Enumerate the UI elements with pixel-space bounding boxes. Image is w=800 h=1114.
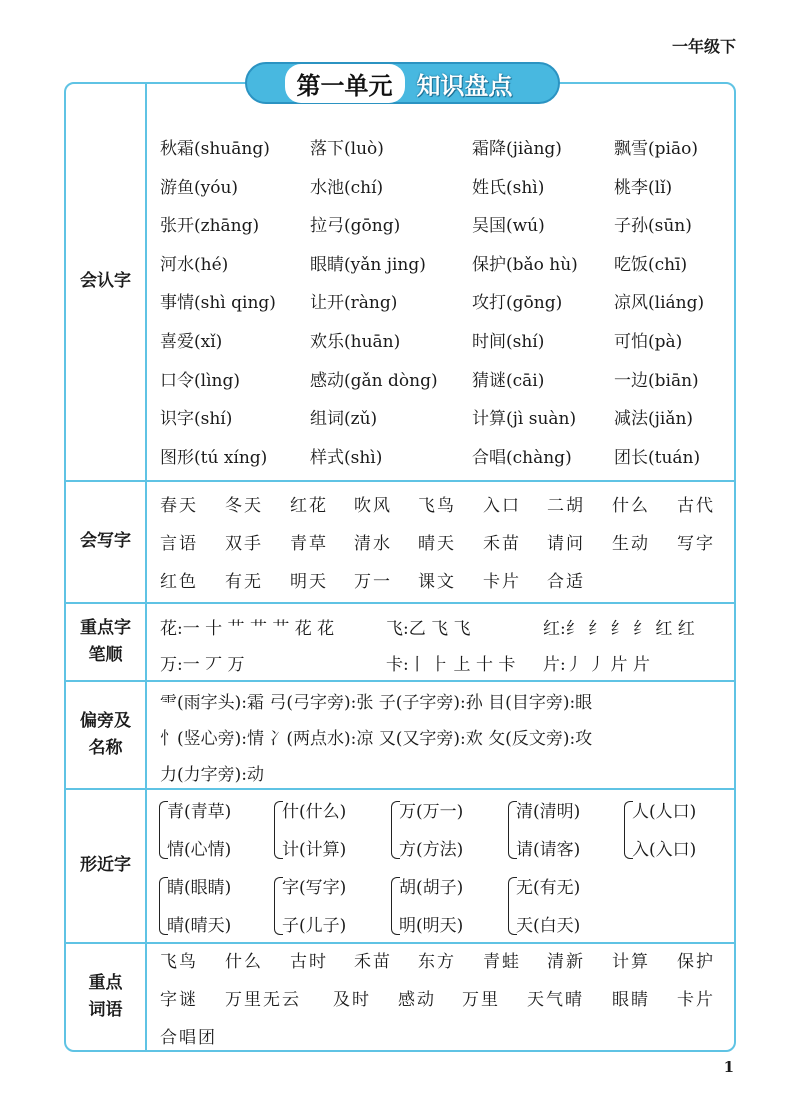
- recognize-item: 团长(tuán): [614, 447, 701, 468]
- radical-line: 忄(竖心旁):情 冫(两点水):凉 又(又字旁):欢 攵(反文旁):攻: [160, 729, 593, 749]
- key-word: 万里: [462, 990, 500, 1010]
- label-similar: 形近字: [80, 855, 131, 876]
- recognize-item: 减法(jiǎn): [614, 409, 694, 430]
- key-word: 万里无云: [225, 990, 301, 1010]
- unit-title-banner: [245, 62, 560, 104]
- recognize-item: 眼睛(yǎn jing): [310, 254, 426, 275]
- write-word: 卡片: [483, 572, 521, 592]
- key-word: 东方: [418, 952, 456, 972]
- radical-line: ⻗(雨字头):霜 弓(弓字旁):张 子(子字旁):孙 目(目字旁):眼: [160, 693, 593, 713]
- write-word: 请问: [547, 534, 585, 554]
- recognize-item: 计算(jì suàn): [472, 409, 577, 430]
- recognize-item: 姓氏(shì): [472, 177, 545, 198]
- recognize-item: 口令(lìng): [160, 370, 240, 391]
- label-key-words: 重点词语: [88, 972, 123, 1020]
- recognize-item: 秋霜(shuāng): [160, 139, 270, 159]
- write-word: 什么: [612, 496, 650, 516]
- write-word: 课文: [418, 572, 456, 592]
- key-word: 眼睛: [612, 990, 650, 1010]
- write-word: 清水: [354, 534, 392, 554]
- recognize-item: 可怕(pà): [614, 332, 683, 352]
- stroke-item: 卡:丨 ⺊ 上 十 卡: [386, 655, 516, 675]
- recognize-item: 事情(shì qing): [160, 293, 276, 314]
- write-word: 春天: [160, 496, 198, 516]
- recognize-item: 一边(biān): [614, 370, 699, 391]
- similar-char: 青(青草): [167, 802, 232, 822]
- write-word: 青草: [290, 534, 328, 554]
- recognize-item: 欢乐(huān): [310, 332, 401, 352]
- recognize-item: 霜降(jiàng): [472, 139, 562, 159]
- write-word: 万一: [354, 572, 392, 592]
- radical-line: 力(力字旁):动: [160, 765, 264, 785]
- stroke-item: 飞:乙 飞 飞: [386, 619, 471, 639]
- write-word: 写字: [677, 534, 715, 554]
- stroke-item: 红:纟 纟 纟 纟 红 红: [543, 619, 695, 639]
- row-divider: [64, 942, 736, 944]
- write-word: 红色: [160, 572, 198, 592]
- recognize-item: 子孙(sūn): [614, 216, 692, 237]
- write-word: 禾苗: [483, 534, 521, 554]
- row-divider: [64, 602, 736, 604]
- write-word: 红花: [290, 496, 328, 516]
- similar-char: 无(有无): [516, 878, 581, 898]
- label-radicals: 偏旁及名称: [80, 710, 131, 758]
- similar-char: 子(儿子): [282, 916, 347, 936]
- write-word: 冬天: [225, 496, 263, 516]
- recognize-item: 喜爱(xǐ): [160, 332, 223, 352]
- similar-char: 胡(胡子): [399, 878, 464, 898]
- row-divider: [64, 788, 736, 790]
- column-divider: [145, 82, 147, 1052]
- key-word: 及时: [333, 990, 371, 1010]
- similar-char: 天(白天): [516, 916, 581, 936]
- recognize-item: 图形(tú xíng): [160, 447, 268, 468]
- similar-char: 计(计算): [282, 840, 347, 860]
- recognize-item: 识字(shí): [160, 409, 233, 430]
- key-word: 天气晴: [527, 990, 584, 1010]
- key-word: 青蛙: [483, 952, 521, 972]
- stroke-item: 花:一 十 艹 艹 艹 花 花: [160, 619, 335, 639]
- write-word: 双手: [225, 534, 263, 554]
- recognize-item: 拉弓(gōng): [310, 216, 401, 237]
- similar-char: 入(入口): [632, 840, 697, 860]
- similar-char: 明(明天): [399, 916, 464, 936]
- recognize-item: 组词(zǔ): [310, 409, 378, 430]
- recognize-item: 合唱(chàng): [472, 447, 572, 468]
- key-word: 计算: [612, 952, 650, 972]
- recognize-item: 攻打(gōng): [472, 293, 563, 314]
- recognize-item: 水池(chí): [310, 177, 384, 198]
- recognize-item: 吴国(wú): [472, 216, 545, 237]
- row-divider: [64, 480, 736, 482]
- similar-char: 字(写字): [282, 878, 347, 898]
- key-word: 合唱团: [160, 1028, 217, 1048]
- key-word: 古时: [290, 952, 328, 972]
- write-word: 明天: [290, 572, 328, 592]
- similar-char: 方(方法): [399, 840, 464, 860]
- write-word: 生动: [612, 534, 650, 554]
- key-word: 感动: [398, 990, 436, 1010]
- label-recognize: 会认字: [80, 271, 131, 292]
- section-title: 知识盘点: [416, 71, 513, 100]
- recognize-item: 桃李(lǐ): [614, 177, 673, 198]
- recognize-item: 保护(bǎo hù): [472, 254, 578, 275]
- write-word: 吹风: [354, 496, 392, 516]
- similar-char: 清(清明): [516, 802, 581, 822]
- recognize-item: 让开(ràng): [310, 293, 398, 314]
- label-write: 会写字: [80, 531, 131, 552]
- label-stroke-order: 重点字笔顺: [80, 617, 131, 665]
- write-word: 合适: [547, 572, 585, 592]
- key-word: 什么: [225, 952, 263, 972]
- recognize-item: 样式(shì): [310, 447, 383, 468]
- write-word: 有无: [225, 572, 263, 592]
- write-word: 飞鸟: [418, 496, 456, 516]
- key-word: 禾苗: [354, 952, 392, 972]
- key-word: 飞鸟: [160, 952, 198, 972]
- recognize-item: 吃饭(chī): [614, 254, 688, 275]
- recognize-item: 飘雪(piāo): [614, 139, 698, 159]
- recognize-item: 落下(luò): [310, 139, 384, 159]
- write-word: 入口: [483, 496, 521, 516]
- recognize-item: 河水(hé): [160, 254, 229, 275]
- stroke-item: 万:一 丆 万: [160, 655, 245, 675]
- row-divider: [64, 680, 736, 682]
- key-word: 字谜: [160, 990, 198, 1010]
- write-word: 言语: [160, 534, 198, 554]
- grade-label: 一年级下: [671, 37, 736, 56]
- similar-char: 什(什么): [282, 802, 347, 822]
- recognize-item: 感动(gǎn dòng): [310, 370, 438, 391]
- recognize-item: 凉风(liáng): [614, 293, 705, 314]
- write-word: 二胡: [547, 496, 585, 516]
- unit-title: 第一单元: [285, 64, 405, 103]
- similar-char: 人(人口): [632, 802, 697, 822]
- recognize-item: 游鱼(yóu): [160, 177, 239, 198]
- write-word: 古代: [677, 496, 715, 516]
- similar-char: 晴(晴天): [167, 916, 232, 936]
- similar-char: 万(万一): [399, 802, 464, 822]
- recognize-item: 猜谜(cāi): [472, 370, 545, 391]
- write-word: 晴天: [418, 534, 456, 554]
- similar-char: 请(请客): [516, 840, 581, 860]
- key-word: 清新: [547, 952, 585, 972]
- recognize-item: 时间(shí): [472, 332, 545, 352]
- similar-char: 情(心情): [167, 840, 232, 860]
- key-word: 卡片: [677, 990, 715, 1010]
- key-word: 保护: [677, 952, 715, 972]
- stroke-item: 片:丿 丿 片 片: [543, 655, 650, 675]
- recognize-item: 张开(zhāng): [160, 216, 260, 237]
- page-number: 1: [723, 1058, 734, 1076]
- similar-char: 睛(眼睛): [167, 878, 232, 898]
